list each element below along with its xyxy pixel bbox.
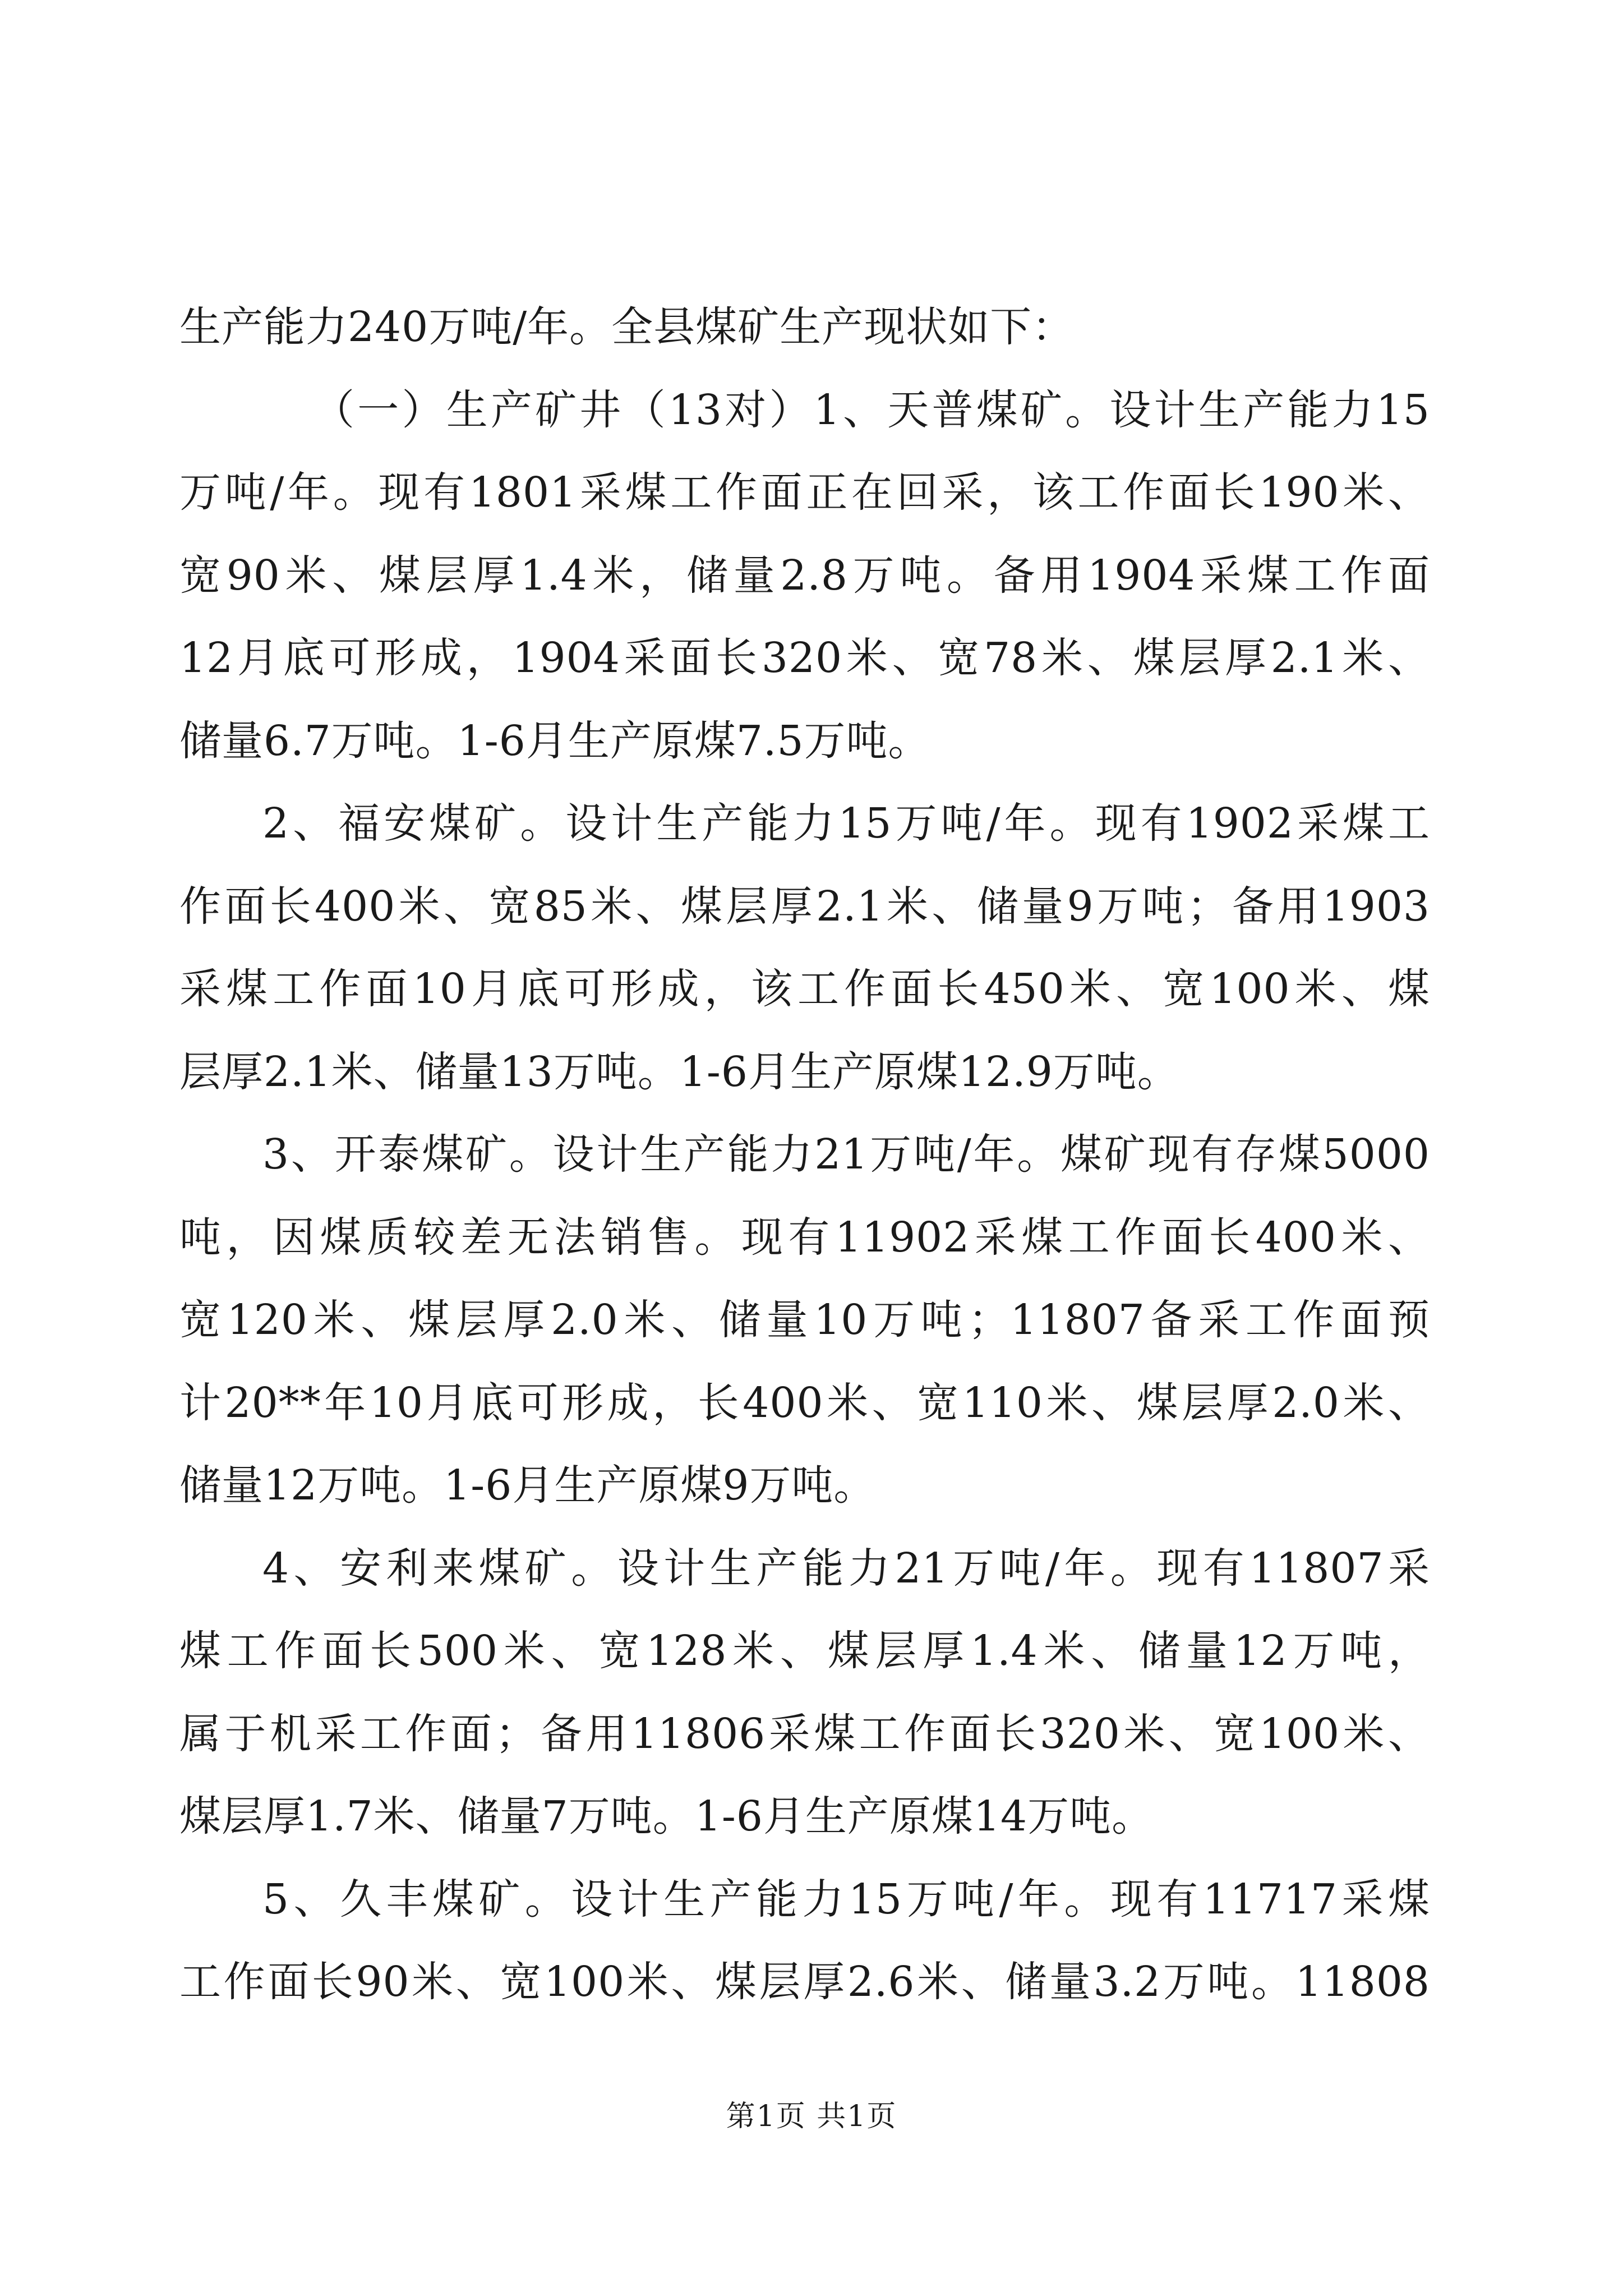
text-line: 层厚2.1米、储量13万吨。1-6月生产原煤12.9万吨。 [179, 1047, 1179, 1096]
document-body [179, 286, 1430, 2024]
text-line: 4、安利来煤矿。设计生产能力21万吨/年。现有11807采 [262, 1544, 1430, 1593]
text-line: 储量6.7万吨。1-6月生产原煤7.5万吨。 [179, 716, 930, 765]
text-line: 3、开泰煤矿。设计生产能力21万吨/年。煤矿现有存煤5000 [262, 1130, 1430, 1179]
text-line: 2、福安煤矿。设计生产能力15万吨/年。现有1902采煤工 [262, 799, 1430, 848]
text-line: 储量12万吨。1-6月生产原煤9万吨。 [179, 1461, 876, 1510]
text-line: 宽120米、煤层厚2.0米、储量10万吨；11807备采工作面预 [179, 1296, 1430, 1344]
text-line: 属于机采工作面；备用11806采煤工作面长320米、宽100米、 [179, 1709, 1430, 1758]
text-line: 作面长400米、宽85米、煤层厚2.1米、储量9万吨；备用1903 [179, 882, 1430, 931]
text-line: 生产能力240万吨/年。全县煤矿生产现状如下： [179, 303, 1075, 351]
text-line: 煤层厚1.7米、储量7万吨。1-6月生产原煤14万吨。 [179, 1792, 1154, 1841]
text-line: 计20**年10月底可形成，长400米、宽110米、煤层厚2.0米、 [179, 1378, 1430, 1427]
text-line: 工作面长90米、宽100米、煤层厚2.6米、储量3.2万吨。11808 [179, 1958, 1430, 2006]
text-line: 万吨/年。现有1801采煤工作面正在回采，该工作面长190米、 [179, 468, 1430, 517]
text-line: 12月底可形成，1904采面长320米、宽78米、煤层厚2.1米、 [179, 634, 1430, 682]
text-line: 煤工作面长500米、宽128米、煤层厚1.4米、储量12万吨， [179, 1627, 1430, 1675]
text-line: 5、久丰煤矿。设计生产能力15万吨/年。现有11717采煤 [262, 1875, 1430, 1924]
text-line: 宽90米、煤层厚1.4米，储量2.8万吨。备用1904采煤工作面 [179, 551, 1430, 600]
page-footer: 第1页 共1页 [726, 2100, 897, 2133]
text-line: 吨，因煤质较差无法销售。现有11902采煤工作面长400米、 [179, 1213, 1430, 1262]
text-line: 采煤工作面10月底可形成，该工作面长450米、宽100米、煤 [179, 965, 1430, 1013]
text-line: （一）生产矿井（13对）1、天普煤矿。设计生产能力15 [313, 385, 1430, 434]
